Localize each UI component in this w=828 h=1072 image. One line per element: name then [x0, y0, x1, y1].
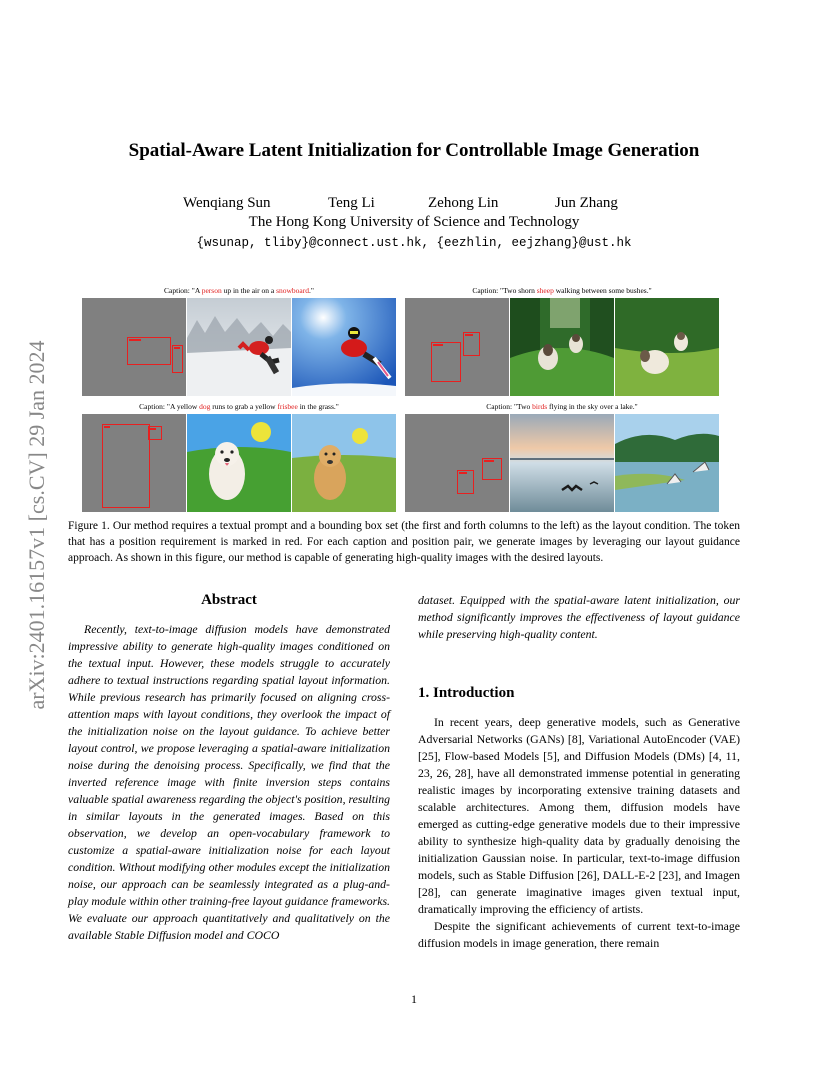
affiliation: The Hong Kong University of Science and Technology: [248, 214, 580, 230]
page-number: 1: [411, 992, 417, 1006]
layout-condition-image: [82, 414, 186, 512]
layout-condition-image: [405, 298, 509, 396]
figure-panel: [82, 402, 396, 516]
intro-paragraph: In recent years, deep generative models, such as Generative Adversarial Networks (GANs) [8], Variational AutoEncoder (VAE) [25], Flow-based Models [5], and Diffusion Models (DMs) [4, 11, 23, 26, 28], have all demonstrated immense potential in generating realistic images by incorporating extensive training datasets and scalable architectures. Among them, diffusion models have emerged as cutting-edge generative models due to their impressive ability to synthesize high-quality data by gradually denoising the initialization Gaussian noise. In particular, text-to-image diffusion models, such as Stable Diffusion [26], DALL-E-2 [23], and Imagen [28], can generate imaginative images given textual input, dramatically improving the efficiency of artists.: [418, 715, 740, 916]
intro-paragraph: Despite the significant achievements of current text-to-image diffusion models in image generation, there remain: [418, 919, 740, 950]
bounding-box: [127, 337, 171, 365]
abstract-text-continued: dataset. Equipped with the spatial-aware latent initialization, our method significantly improves the effectiveness of layout guidance while preserving high-quality content.: [418, 593, 740, 641]
panel-caption: Caption: "Two birds flying in the sky over a lake.": [486, 402, 638, 411]
generated-image: [292, 298, 396, 396]
figure-panel: [405, 402, 719, 516]
generated-image: [615, 414, 719, 512]
right-column: [418, 592, 740, 952]
author-name: Zehong Lin: [428, 195, 499, 211]
author-list: [0, 195, 828, 215]
bounding-box: [172, 345, 183, 373]
figure-caption: Figure 1. Our method requires a textual prompt and a bounding box set (the first and forth columns to the left) as the layout condition. The token that has a position requirement is marked in red. For each caption and position pair, we generate images by leveraging our layout guidance approach. As shown in this figure, our method is capable of generating high-quality images with the desired layouts.: [68, 520, 740, 564]
left-column: [68, 592, 390, 944]
author-name: Teng Li: [328, 195, 375, 211]
bounding-box: [102, 424, 150, 508]
bounding-box: [482, 458, 502, 480]
generated-image: [615, 298, 719, 396]
panel-caption: Caption: "A yellow dog runs to grab a yellow frisbee in the grass.": [139, 402, 339, 411]
generated-image: [510, 298, 614, 396]
bounding-box: [457, 470, 474, 494]
abstract-heading: Abstract: [201, 592, 257, 608]
generated-image: [187, 298, 291, 396]
abstract-text: Recently, text-to-image diffusion models have demonstrated impressive ability to generate high-quality images conditioned on the textual input. However, these models struggle to accurately adhere to textual instructions regarding spatial layout information. While previous research has primarily focused on aligning cross-attention maps with layout conditions, they overlook the impact of the initialization noise on the layout guidance. To achieve better layout control, we propose leveraging a spatial-aware initialization noise during the denoising process. Specifically, we find that the inverted reference image with finite inversion steps contains valuable spatial awareness regarding the object's position, resulting in similar layouts in the generated images. Based on this observation, we develop an open-vocabulary framework to customize a spatial-aware initialization noise for each layout condition. Without modifying other modules except the initialization noise, our approach can be seamlessly integrated as a plug-and-play module within other training-free layout guidance frameworks. We evaluate our approach quantitatively and qualitatively on the available Stable Diffusion model and COCO: [68, 622, 390, 942]
bounding-box: [431, 342, 461, 382]
generated-image: [510, 414, 614, 512]
generated-image: [187, 414, 291, 512]
section-heading: 1. Introduction: [418, 685, 515, 701]
author-name: Wenqiang Sun: [183, 195, 271, 211]
paper-title: Spatial-Aware Latent Initialization for Controllable Image Generation: [128, 140, 700, 161]
author-emails: {wsunap, tliby}@connect.ust.hk, {eezhlin, eejzhang}@ust.hk: [196, 236, 632, 250]
arxiv-stamp: [22, 290, 52, 760]
figure-panel: [82, 286, 396, 400]
bounding-box: [463, 332, 480, 356]
arxiv-id: arXiv:2401.16157v1 [cs.CV] 29 Jan 2024: [24, 340, 49, 710]
panel-caption: Caption: "Two shorn sheep walking between some bushes.": [472, 286, 652, 295]
layout-condition-image: [82, 298, 186, 396]
author-name: Jun Zhang: [555, 195, 618, 211]
layout-condition-image: [405, 414, 509, 512]
figure-panel: [405, 286, 719, 400]
panel-caption: Caption: "A person up in the air on a snowboard.": [164, 286, 314, 295]
bounding-box: [148, 426, 162, 440]
generated-image: [292, 414, 396, 512]
